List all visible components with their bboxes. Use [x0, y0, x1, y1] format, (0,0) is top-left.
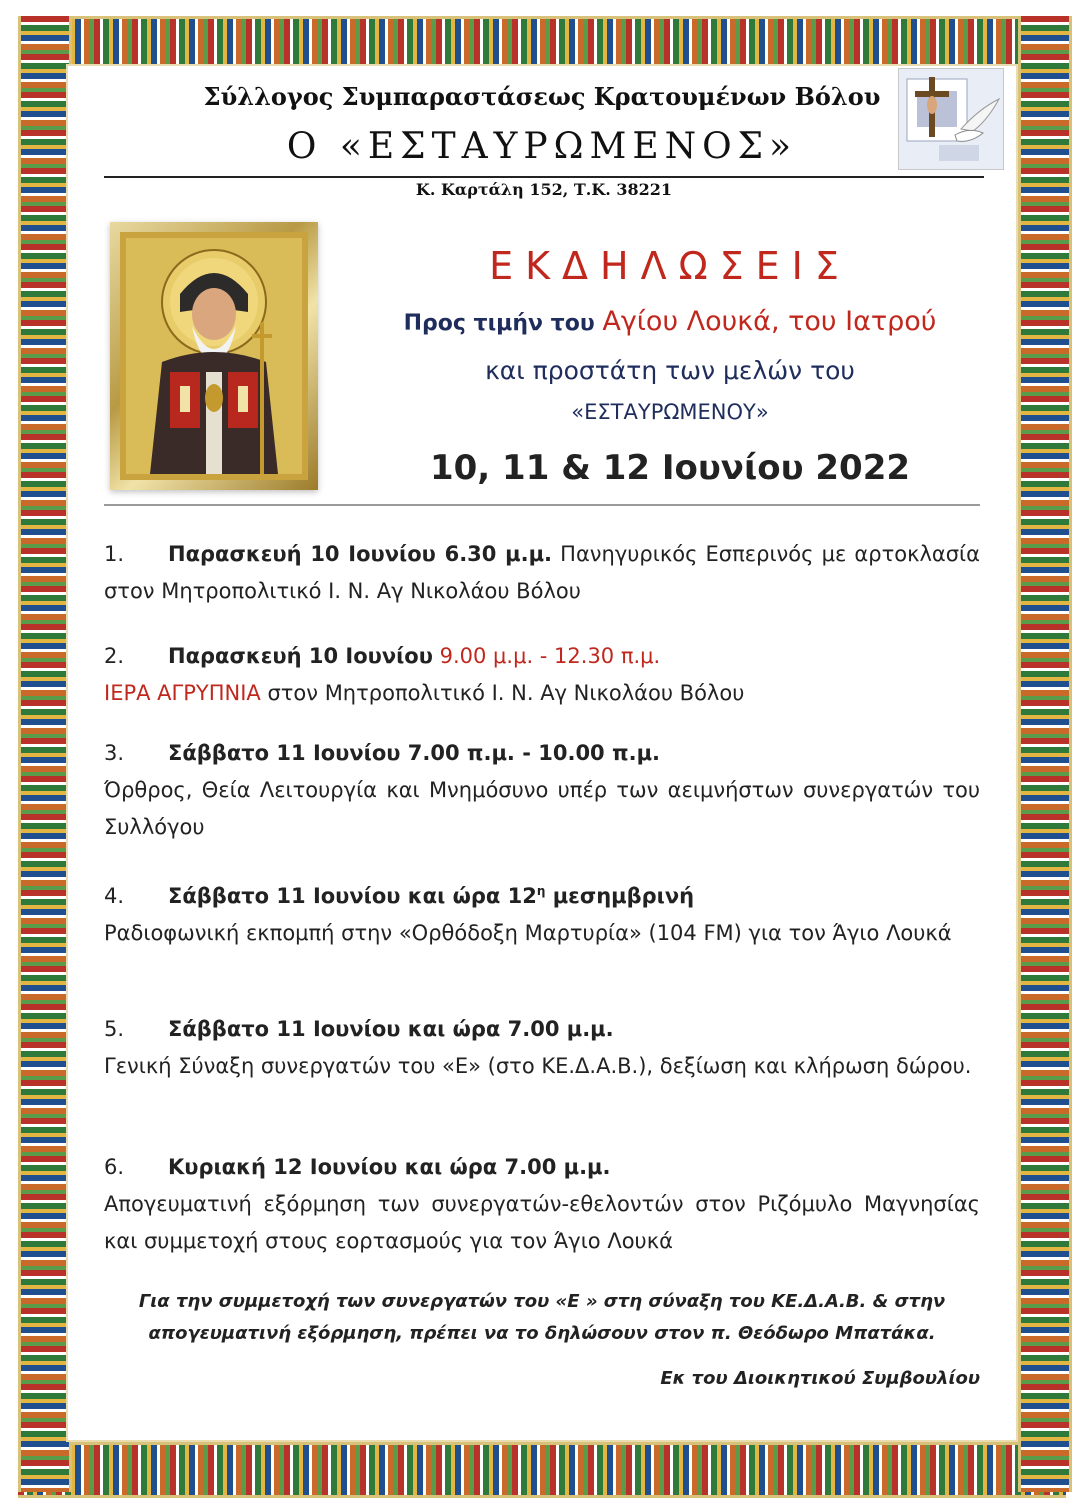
- event-description: Όρθρος, Θεία Λειτουργία και Μνημόσυνο υπέρ των αειμνήστων συνεργατών του Συλλόγου: [104, 778, 980, 839]
- ornamental-border-right: [1018, 16, 1072, 1492]
- crucifix-dove-logo-icon: [898, 68, 1004, 170]
- header-divider: [104, 176, 984, 178]
- ornamental-border-left: [18, 16, 72, 1492]
- event-number: 4.: [104, 884, 125, 908]
- event-item: [104, 873, 980, 952]
- participation-note: Για την συμμετοχή των συνεργατών του «Ε » στη σύναξη του ΚΕ.Δ.Α.Β. & στην απογευματινή εξόρμηση, πρέπει να το δηλώσουν στον π. Θεόδωρο Μπατάκα.: [138, 1291, 946, 1344]
- event-item: [104, 735, 980, 846]
- event-description: Γενική Σύναξη συνεργατών του «Ε» (στο ΚΕ.Δ.Α.Β.), δεξίωση και κλήρωση δώρου.: [104, 1054, 972, 1078]
- events-title: ΕΚΔΗΛΩΣΕΙΣ: [489, 244, 851, 288]
- event-heading-tail: μεσημβρινή: [552, 884, 695, 908]
- saint-luke-icon-image: [110, 222, 318, 490]
- organization-title: Ο «ΕΣΤΑΥΡΩΜΕΝΟΣ»: [286, 126, 798, 167]
- event-heading: Σάββατο 11 Ιουνίου 7.00 π.μ. - 10.00 π.μ.: [168, 741, 661, 765]
- event-number: 2.: [104, 644, 125, 668]
- tribute-saint-name: Αγίου Λουκά, του Ιατρού: [602, 306, 937, 337]
- event-heading: Παρασκευή 10 Ιουνίου: [168, 644, 433, 668]
- board-signoff: Εκ του Διοικητικού Συμβουλίου: [660, 1368, 980, 1389]
- tribute-line-3: «ΕΣΤΑΥΡΩΜΕΝΟΥ»: [571, 400, 769, 424]
- event-number: 6.: [104, 1155, 125, 1179]
- event-item: [104, 1149, 980, 1260]
- event-description: στον Μητροπολιτικό Ι. Ν. Αγ Νικολάου Βόλου: [267, 681, 745, 705]
- event-item: [104, 638, 980, 712]
- event-number: 5.: [104, 1017, 125, 1041]
- event-dates: 10, 11 & 12 Ιουνίου 2022: [429, 448, 911, 488]
- event-item: [104, 1011, 980, 1085]
- event-heading-main: Σάββατο 11 Ιουνίου και ώρα 12: [168, 884, 537, 908]
- tribute-prefix: Προς τιμήν του: [403, 311, 595, 336]
- event-number: 3.: [104, 741, 125, 765]
- title-divider: [104, 504, 980, 506]
- event-time-highlight: 9.00 μ.μ. - 12.30 π.μ.: [439, 644, 661, 668]
- event-vigil-label: ΙΕΡΑ ΑΓΡΥΠΝΙΑ: [104, 681, 261, 705]
- event-number: 1.: [104, 542, 125, 566]
- event-heading: [168, 884, 694, 908]
- ornamental-border-top: [18, 16, 1066, 70]
- organization-name: Σύλλογος Συμπαραστάσεως Κρατουμένων Βόλου: [203, 82, 881, 111]
- event-description: Ραδιοφωνική εκπομπή στην «Ορθόδοξη Μαρτυρία» (104 FM) για τον Άγιο Λουκά: [104, 921, 952, 945]
- event-description: Απογευματινή εξόρμηση των συνεργατών-εθελοντών στον Ριζόμυλο Μαγνησίας και συμμετοχή στους εορτασμούς για τον Άγιο Λουκά: [104, 1192, 980, 1253]
- ornamental-border-bottom: [18, 1442, 1066, 1498]
- event-heading: Σάββατο 11 Ιουνίου και ώρα 7.00 μ.μ.: [168, 1017, 614, 1041]
- tribute-line-1: [320, 306, 1020, 337]
- tribute-line-2: και προστάτη των μελών του: [485, 356, 855, 385]
- event-heading: Παρασκευή 10 Ιουνίου 6.30 μ.μ.: [168, 542, 553, 566]
- event-description: Πανηγυρικός Εσπερινός με αρτοκλασία στον Μητροπολιτικό Ι. Ν. Αγ Νικολάου Βόλου: [104, 542, 980, 603]
- event-heading-superscript: η: [536, 884, 546, 898]
- event-item: [104, 536, 980, 610]
- event-heading: Κυριακή 12 Ιουνίου και ώρα 7.00 μ.μ.: [168, 1155, 611, 1179]
- organization-address: Κ. Καρτάλη 152, Τ.Κ. 38221: [415, 180, 673, 199]
